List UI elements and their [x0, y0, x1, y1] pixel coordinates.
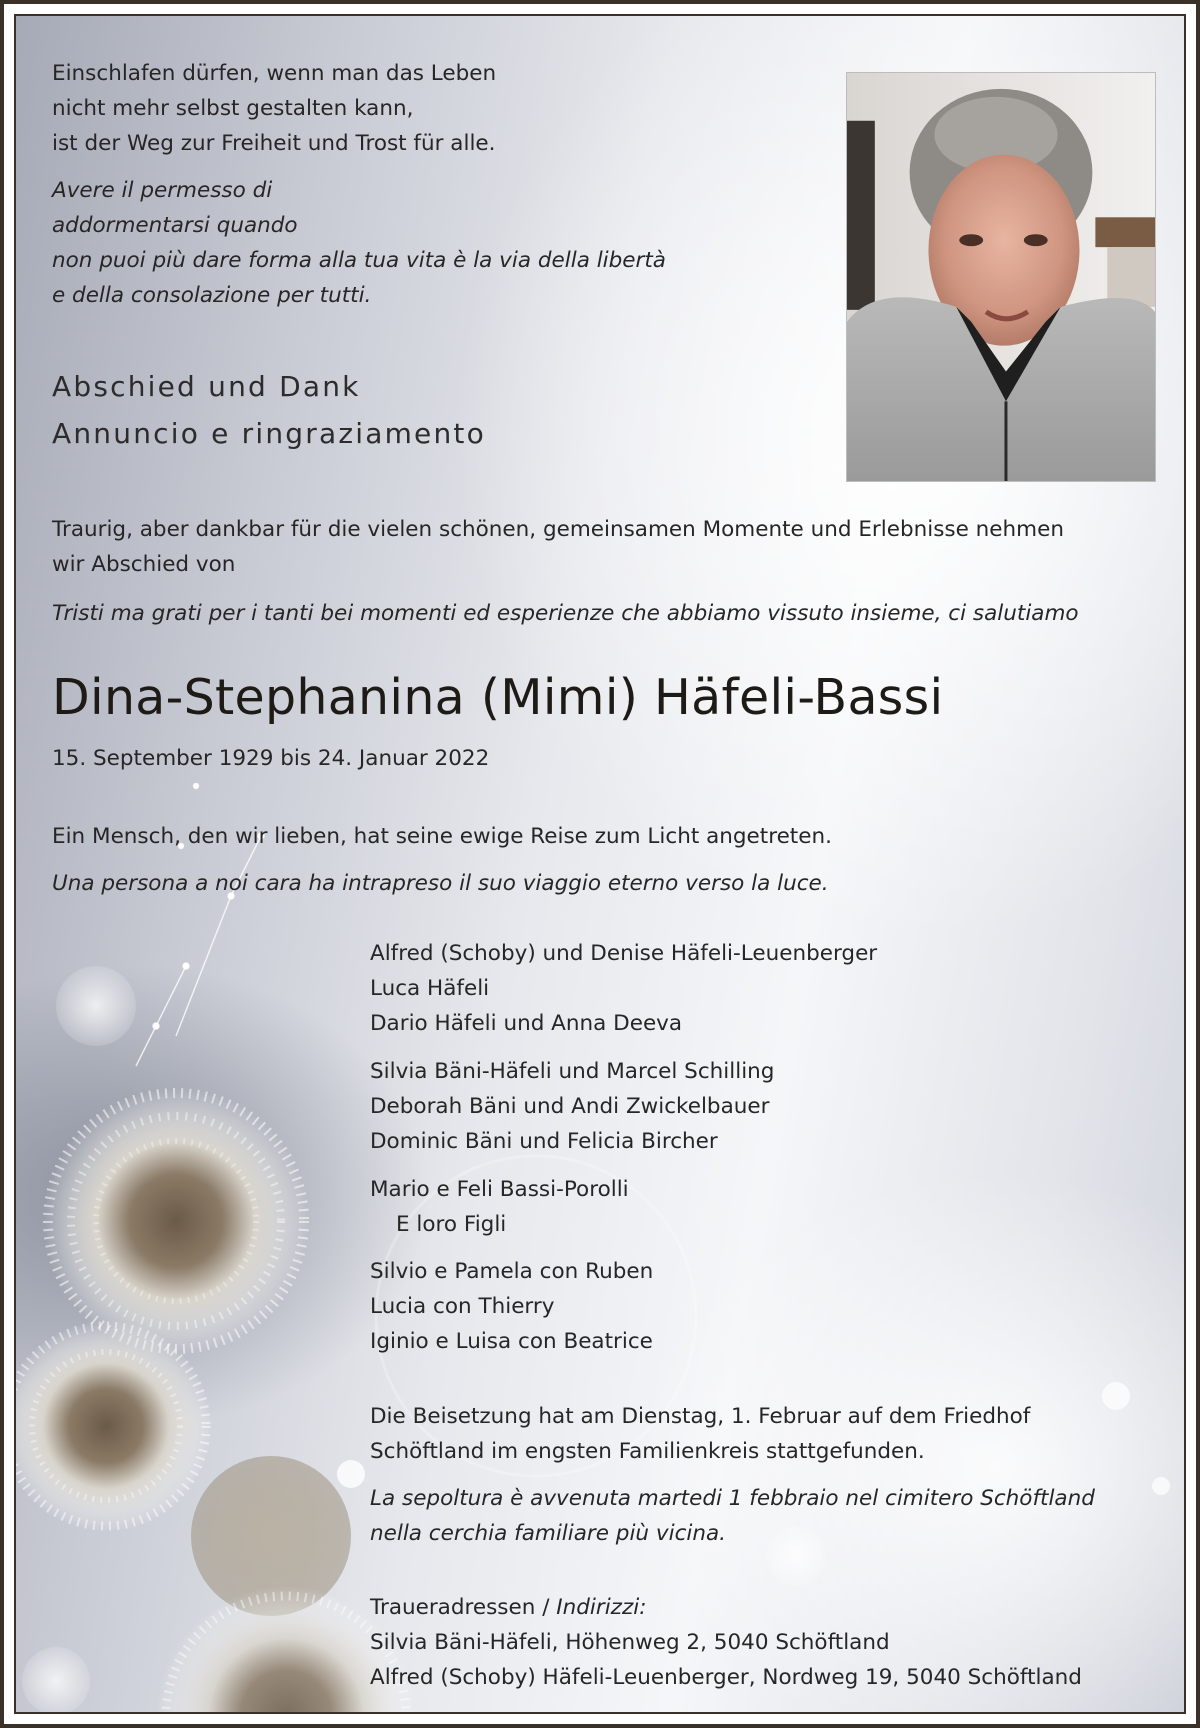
burial-it-line: nella cerchia familiare più vicina. — [370, 1521, 727, 1546]
motto-it-line-2: addormentarsi quando — [52, 213, 298, 238]
family-member: Silvio e Pamela con Ruben — [370, 1259, 654, 1284]
portrait-photo — [846, 72, 1156, 482]
family-member: Alfred (Schoby) und Denise Häfeli-Leuenberger — [370, 941, 878, 966]
address-line: Silvia Bäni-Häfeli, Höhenweg 2, 5040 Schöftland — [370, 1630, 890, 1655]
family-group-1 — [370, 936, 877, 1041]
addresses-label-de: Traueradressen / — [370, 1595, 557, 1620]
deceased-name: Dina-Stephanina (Mimi) Häfeli-Bassi — [52, 669, 944, 726]
family-member: Deborah Bäni und Andi Zwickelbauer — [370, 1094, 770, 1119]
message-de: Ein Mensch, den wir lieben, hat seine ewige Reise zum Licht angetreten. — [52, 824, 832, 849]
dandelion-large — [44, 1089, 308, 1353]
motto-it-line-4: e della consolazione per tutti. — [52, 283, 372, 308]
family-group-4 — [370, 1254, 653, 1359]
family-member: Mario e Feli Bassi-Porolli — [370, 1177, 629, 1202]
burial-de-line: Die Beisetzung hat am Dienstag, 1. Februar auf dem Friedhof — [370, 1404, 1031, 1429]
burial-de — [370, 1399, 1030, 1469]
life-dates: 15. September 1929 bis 24. Januar 2022 — [52, 746, 490, 771]
family-member: Iginio e Luisa con Beatrice — [370, 1329, 653, 1354]
family-member: Lucia con Thierry — [370, 1294, 555, 1319]
family-group-2 — [370, 1054, 774, 1159]
heading-de: Abschied und Dank — [52, 370, 361, 403]
family-member: Luca Häfeli — [370, 976, 490, 1001]
family-group-3 — [370, 1172, 629, 1242]
family-member: Dominic Bäni und Felicia Bircher — [370, 1129, 718, 1154]
motto-it-line-1: Avere il permesso di — [52, 178, 273, 203]
family-member: Silvia Bäni-Häfeli und Marcel Schilling — [370, 1059, 775, 1084]
intro-de-line-2: wir Abschied von — [52, 552, 236, 577]
family-member: Dario Häfeli und Anna Deeva — [370, 1011, 683, 1036]
motto-it-line-3: non puoi più dare forma alla tua vita è la via della libertà — [52, 248, 666, 273]
motto-de-line-2: nicht mehr selbst gestalten kann, — [52, 96, 414, 121]
family-member: E loro Figli — [396, 1212, 507, 1237]
mourning-addresses — [370, 1590, 1082, 1695]
motto-de-line-3: ist der Weg zur Freiheit und Trost für alle. — [52, 131, 496, 156]
obituary-card — [14, 14, 1186, 1714]
addresses-label-it: Indirizzi: — [556, 1595, 647, 1620]
burial-it-line: La sepoltura è avvenuta martedi 1 febbraio nel cimitero Schöftland — [370, 1486, 1095, 1511]
addresses-label — [370, 1590, 1082, 1625]
intro-de-line-1: Traurig, aber dankbar für die vielen schönen, gemeinsamen Momente und Erlebnisse nehmen — [52, 517, 1064, 542]
message-it: Una persona a noi cara ha intrapreso il suo viaggio eterno verso la luce. — [52, 871, 829, 896]
intro-it-line: Tristi ma grati per i tanti bei momenti ed esperienze che abbiamo vissuto insieme, ci salutiamo — [52, 601, 1079, 626]
heading-it: Annuncio e ringraziamento — [52, 417, 486, 450]
address-line: Alfred (Schoby) Häfeli-Leuenberger, Nordweg 19, 5040 Schöftland — [370, 1665, 1082, 1690]
burial-it — [370, 1481, 1095, 1551]
burial-de-line: Schöftland im engsten Familienkreis stattgefunden. — [370, 1439, 925, 1464]
motto-de-line-1: Einschlafen dürfen, wenn man das Leben — [52, 61, 497, 86]
